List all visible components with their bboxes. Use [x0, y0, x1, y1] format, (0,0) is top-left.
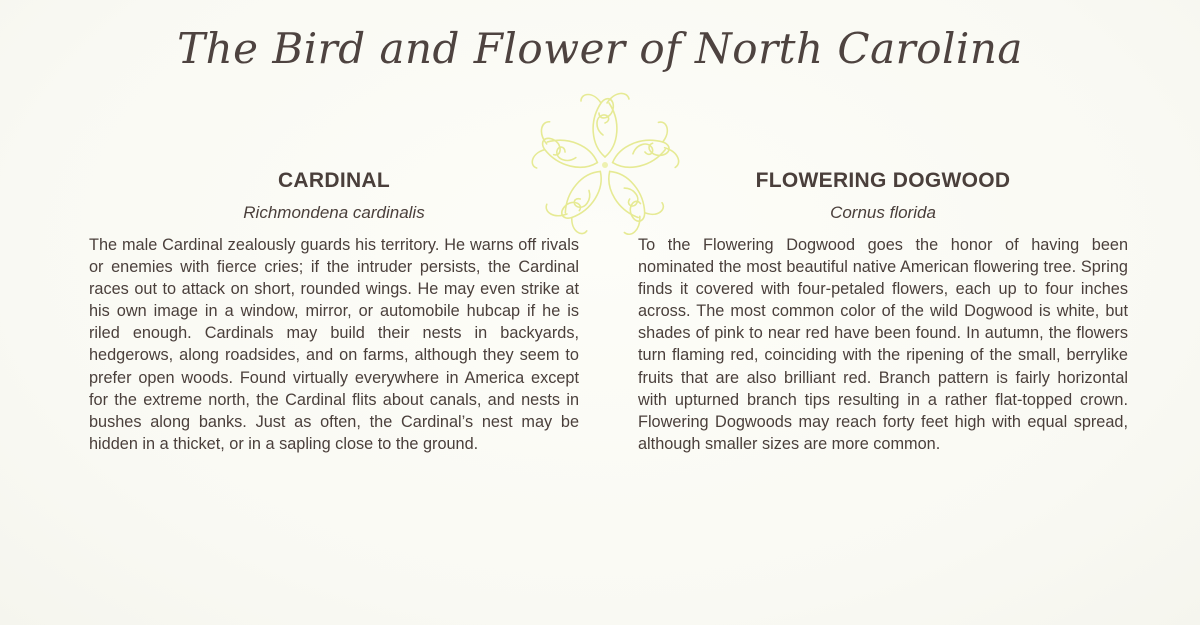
- page-title: The Bird and Flower of North Carolina: [177, 24, 1023, 73]
- bird-scientific-name: Richmondena cardinalis: [243, 203, 425, 222]
- flower-scientific-name: Cornus florida: [830, 203, 936, 222]
- flower-description: To the Flowering Dogwood goes the honor of having been nominated the most beautiful native American flowering tree. Spring finds it covered with four-petaled flowers, each up to four inches across. The most common color of the wild Dogwood is white, but shades of pink to near red have been found. In autumn, the flowers turn flaming red, coinciding with the ripening of the small, berrylike fruits that are also brilliant red. Branch pattern is fairly horizontal with upturned branch tips resulting in a rather flat-topped crown. Flowering Dogwoods may reach forty feet high with equal spread, although smaller sizes are more common.: [638, 236, 1128, 453]
- flower-heading: FLOWERING DOGWOOD: [755, 169, 1011, 192]
- bird-description: The male Cardinal zealously guards his territory. He warns off rivals or enemies with fierce cries; if the intruder persists, the Cardinal races out to attack on short, rounded wings. He may even strike at his own image in a window, mirror, or automobile hubcap if he is riled enough. Cardinals may build their nests in backyards, hedgerows, along roadsides, and on farms, although they seem to prefer open woods. Found virtually everywhere in America except for the extreme north, the Cardinal flits about canals, and nests in bushes along banks. Just as often, the Cardinal’s nest may be hidden in a thicket, or in a sapling close to the ground.: [89, 236, 579, 453]
- bird-section: [89, 168, 579, 455]
- flower-section: [638, 168, 1128, 455]
- bird-heading: CARDINAL: [277, 169, 391, 192]
